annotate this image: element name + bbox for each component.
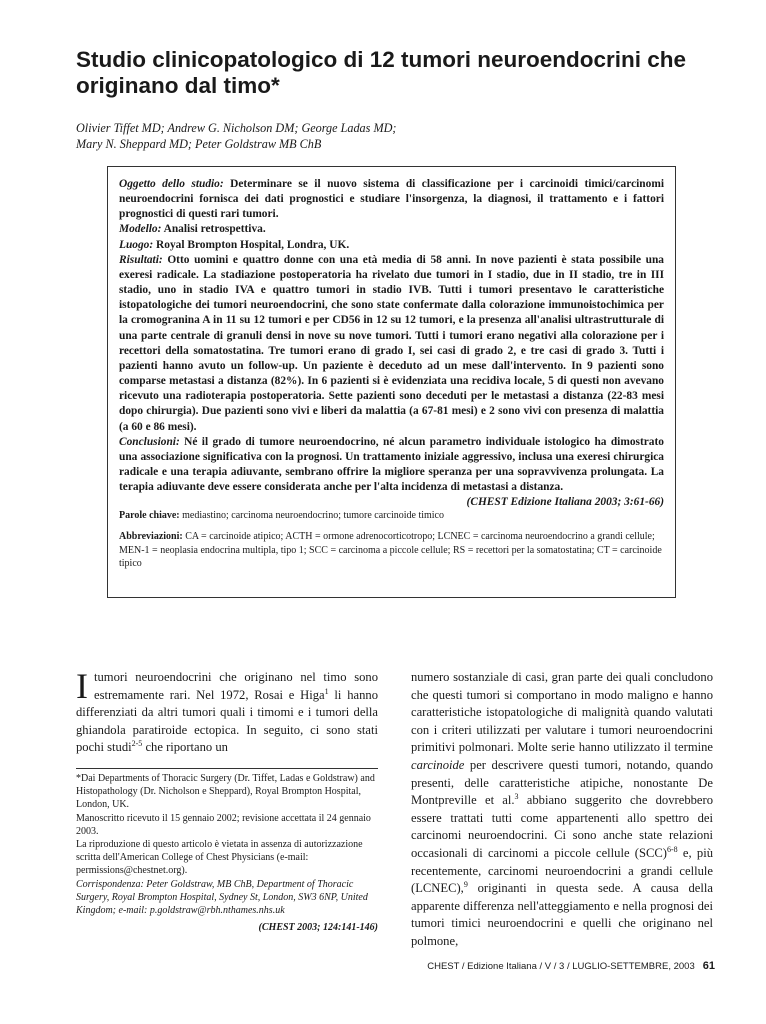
footer-journal: CHEST / Edizione Italiana / V / 3 / LUGLIO-SETTEMBRE, 2003 xyxy=(427,961,695,972)
reference-3: 3 xyxy=(514,791,519,801)
left-text-1: tumori neuroendocrini che originano nel timo sono estremamente rari. Nel 1972, Rosai e Higa xyxy=(94,670,378,702)
conclusions-text: Né il grado di tumore neuroendocrino, né alcun parametro individuale istologico ha dimostrato una associazione significativa con la prognosi. Un trattamento iniziale aggressivo, inclusa una exeresi chirurgica radicale e una terapia adiuvante, sembrano offrire la migliore speranza per una sopravvivenza prolungata. La terapia adiuvante deve essere considerata anche per l'alta incidenza di metastasi a distanza. xyxy=(119,435,664,494)
objective-label: Oggetto dello studio: xyxy=(119,178,224,190)
results-text: Otto uomini e quattro donne con una età media di 58 anni. In nove pazienti è stata possibile una exeresi radicale. La stadiazione postoperatoria ha rivelato due tumori in I stadio, due in II stadio, tre in III stadio, uno in stadio IVA e quattro tumori in stadio IVB. Tutti i tumori presentavo le caratteristiche istopatologiche dei tumori neuroendocrini, che sono state confermate dalla colorazione immunoistochimica per la cromogranina A in 11 su 12 tumori e per CD56 in 12 su 12 tumori, e la presenza all'analisi ultrastrutturale di una parte centrale di granuli densi in nove su nove tumori. Tutti i tumori erano negativi alla colorazione per i recettori della somatostatina. Tre tumori erano di grado I, sei casi di grado 2, e tre casi di grado 3. Tutti i pazienti hanno avuto un follow-up. Un paziente è deceduto ad un mese dall'intervento. In 9 pazienti sono comparse metastasi a distanza (82%). In 6 pazienti si è evidenziata una recidiva locale, 5 di questi non avevano ricevuto una radioterapia postoperatoria. Sette pazienti sono deceduti per le metastasi a distanza (22-83 mesi dopo chirurgia). Due pazienti sono vivi e liberi da malattia (a 67-81 mesi) e 2 sono vivi con presenza di malattia (a 60 e 86 mesi). xyxy=(119,253,664,433)
left-text-2: li hanno differenziati da altri tumori quali i timomi e i tumori della ghiandola paratiroide ectopica. In seguito, ci sono stati pochi studi xyxy=(76,687,378,755)
abbreviations-text: CA = carcinoide atipico; ACTH = ormone adrenocorticotropo; LCNEC = carcinoma neuroendocrino a grandi cellule; MEN-1 = neoplasia endocrina multipla, tipo 1; SCC = carcinoma a piccole cellule; RS = recettori per la somatostatina; CT = carcinoide tipico xyxy=(119,531,662,570)
drop-cap: I xyxy=(76,666,88,706)
results-label: Risultati: xyxy=(119,253,163,266)
article-title: Studio clinicopatologico di 12 tumori neuroendocrini che originano dal timo* xyxy=(76,47,687,98)
footnote-correspondence: Corrispondenza: Peter Goldstraw, MB ChB, Department of Thoracic Surgery, Royal Brompton Hospital, Sydney St, London, SW3 6NP, United Kingdom; e-mail: p.goldstraw@rbh.nthames.nhs.uk xyxy=(76,878,368,917)
body-column-right xyxy=(411,669,713,951)
abstract-conclusions xyxy=(119,435,664,509)
conclusions-label: Conclusioni: xyxy=(119,435,180,448)
footnote-received: Manoscritto ricevuto il 15 gennaio 2002; revisione accettata il 24 gennaio 2003. xyxy=(76,812,371,837)
reference-5: 9 xyxy=(463,879,468,889)
objective-text: Determinare se il nuovo sistema di classificazione per i carcinoidi timici/carcinomi neuroendocrini fornisca dei dati prognostici e studiare l'insorgenza, la diagnosi, il trattamento e i fattori prognostici di questi rari tumori. xyxy=(119,178,664,221)
reference-4: 6-8 xyxy=(667,844,678,854)
right-text-1: numero sostanziale di casi, gran parte dei quali concludono che questi tumori si comportano in modo maligno e hanno caratteristiche istopatologiche di malignità quando valutati con i criteri utilizzati per valutare i tumori neuroendocrini primitivi polmonari. Molte serie hanno utilizzato il termine xyxy=(411,670,713,755)
reference-2: 2-5 xyxy=(131,739,143,749)
left-text-3: che riportano un xyxy=(142,740,228,755)
body-column-left xyxy=(76,666,378,757)
right-text-4: e, più recentemente, carcinomi neuroendocrini a grandi cellule (LCNEC), xyxy=(411,845,713,896)
keywords-label: Parole chiave: xyxy=(119,510,180,522)
footnote-rights: La riproduzione di questo articolo è vietata in assenza di autorizzazione scritta dell'American College of Chest Physicians (e-mail: permissions@chestnet.org). xyxy=(76,839,363,877)
keywords xyxy=(119,509,664,522)
design-label: Modello: xyxy=(119,223,162,236)
right-text-2: per descrivere questi tumori, notando, quando presenti, delle caratteristiche atipiche, nonostante De Montpreville et al. xyxy=(411,757,713,808)
right-text-5: originanti in questa sede. A causa della apparente differenza nell'atteggiamento e nella prognosi dei tumori timici neuroendocrini e quelli che originano nel polmone, xyxy=(411,881,713,948)
abstract-objective xyxy=(119,177,664,222)
abstract-body xyxy=(119,177,664,509)
right-text-3: abbiano suggerito che dovrebbero essere trattati tutti come appartenenti allo spettro dei carcinomi neuroendocrini. Ci sono anche state relazioni occasionali di carcinomi a piccole cellule (SCC) xyxy=(411,793,713,860)
abbreviations xyxy=(119,530,664,571)
page-number: 61 xyxy=(702,960,715,972)
footnotes xyxy=(76,772,378,934)
setting-label: Luogo: xyxy=(119,238,154,251)
footnote-citation: (CHEST 2003; 124:141-146) xyxy=(258,922,378,934)
author-list xyxy=(76,120,696,152)
footnote-divider xyxy=(76,768,378,769)
abbreviations-label: Abbreviazioni: xyxy=(119,531,183,543)
reference-1: 1 xyxy=(324,686,329,696)
abstract-design xyxy=(119,222,664,237)
authors-line-2: Mary N. Sheppard MD; Peter Goldstraw MB ChB xyxy=(76,137,322,151)
keywords-text: mediastino; carcinoma neuroendocrino; tumore carcinoide timico xyxy=(179,510,444,522)
page-footer xyxy=(425,960,715,972)
right-text-italic: carcinoide xyxy=(411,757,465,772)
authors-line-1: Olivier Tiffet MD; Andrew G. Nicholson DM; George Ladas MD; xyxy=(76,121,397,135)
setting-text: Royal Brompton Hospital, Londra, UK. xyxy=(153,238,350,251)
design-text: Analisi retrospettiva. xyxy=(161,223,266,236)
abstract-box xyxy=(107,166,676,598)
abstract-results xyxy=(119,253,664,435)
abstract-citation: (CHEST Edizione Italiana 2003; 3:61-66) xyxy=(466,496,664,509)
abstract-setting xyxy=(119,238,664,253)
footnote-affiliation: *Dai Departments of Thoracic Surgery (Dr. Tiffet, Ladas e Goldstraw) and Histopathology (Dr. Nicholson e Sheppard), Royal Brompton Hospital, London, UK. xyxy=(76,773,375,811)
